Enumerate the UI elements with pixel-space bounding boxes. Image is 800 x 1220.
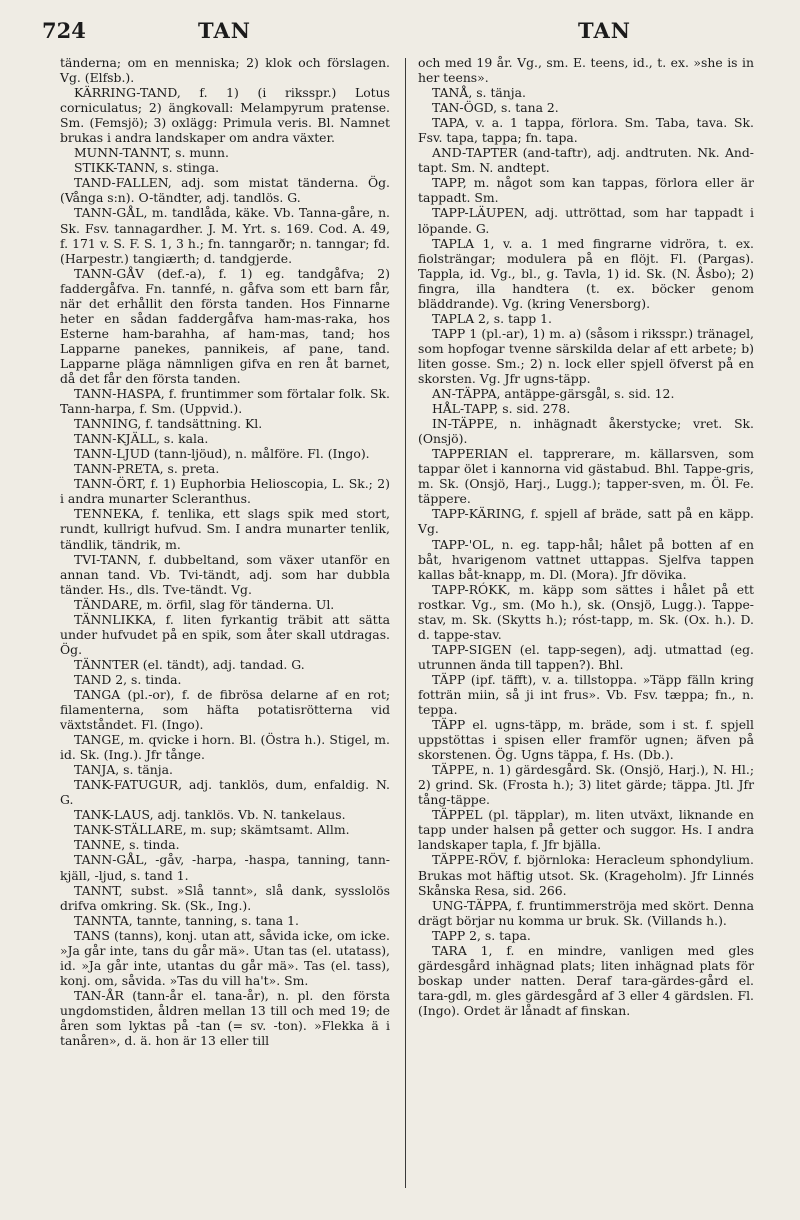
dictionary-entry: TANGE, m. qvicke i horn. Bl. (Östra h.). Stigel, m. id. Sk. (Ing.). Jfr tånge. bbox=[60, 732, 390, 763]
dictionary-entry: TAPPERIAN el. tapprerare, m. källarsven, som tappar ölet i kannorna vid gästabud. Bhl. Tappe-gris, m. Sk. (Onsjö, Harj., Lugg.); tapper-sven, m. Öl. Fe. täppere. bbox=[418, 446, 754, 507]
dictionary-entry: TAPP-SIGEN (el. tapp-segen), adj. utmattad (eg. utrunnen ända till tappen?). Bhl. bbox=[418, 641, 754, 672]
right-running-head: TAN bbox=[578, 18, 631, 43]
dictionary-entry: TANNT, subst. »Slå tannt», slå dank, sysslolös drifva omkring. Sk. (Sk., Ing.). bbox=[60, 882, 390, 913]
dictionary-entry: TÄPPEL (pl. täpplar), m. liten utväxt, liknande en tapp under halsen på getter och suggor. Hs. I andra landskaper tapla, f. Jfr bjälla. bbox=[418, 807, 754, 853]
dictionary-entry: tänderna; om en menniska; 2) klok och förslagen. Vg. (Elfsb.). bbox=[60, 55, 390, 86]
dictionary-entry: TAND 2, s. tinda. bbox=[74, 671, 182, 687]
dictionary-entry: IN-TÄPPE, n. inhägnadt åkerstycke; vret. Sk. (Onsjö). bbox=[418, 416, 754, 447]
dictionary-entry: TAPP 1 (pl.-ar), 1) m. a) (såsom i riksspr.) tränagel, som hopfogar tvenne särskilda delar af ett arbete; b) liten gosse. Sm.; 2) n. lock eller spjell öfverst på en skorsten. Vg. Jfr ugns-täpp. bbox=[418, 325, 754, 386]
left-column bbox=[60, 55, 390, 1048]
dictionary-entry: TANNTA, tannte, tanning, s. tana 1. bbox=[74, 912, 299, 928]
dictionary-entry: TANN-ÖRT, f. 1) Euphorbia Helioscopia, L. Sk.; 2) i andra munarter Scleranthus. bbox=[60, 476, 390, 507]
dictionary-entry: TANN-KJÄLL, s. kala. bbox=[74, 431, 209, 447]
dictionary-entry: TAPP-RÓKK, m. käpp som sättes i hålet på ett rostkar. Vg., sm. (Mo h.), sk. (Onsjö, Lugg.). Tappe-stav, m. Sk. (Skytts h.); róst-tapp, m. Sk. (Ox. h.). D. d. tappe-stav. bbox=[418, 581, 754, 642]
dictionary-entry: TAPP 2, s. tapa. bbox=[432, 927, 531, 943]
dictionary-entry: TANNING, f. tandsättning. Kl. bbox=[74, 416, 263, 432]
dictionary-entry: TÄPP el. ugns-täpp, m. bräde, som i st. f. spjell uppstöttas i spisen eller framför ugnen; äfven på skorstenen. Ög. Ugns täppa, f. Hs. (Db.). bbox=[418, 717, 754, 763]
dictionary-entry: TVI-TANN, f. dubbeltand, som växer utanför en annan tand. Vb. Tvi-tändt, adj. som har dubbla tänder. Hs., dls. Tve-tändt. Vg. bbox=[60, 551, 390, 597]
dictionary-entry: HÅL-TAPP, s. sid. 278. bbox=[432, 401, 571, 417]
dictionary-entry: TANJA, s. tänja. bbox=[74, 762, 173, 778]
dictionary-entry: TANN-PRETA, s. preta. bbox=[74, 461, 220, 477]
dictionary-entry: TANNE, s. tinda. bbox=[74, 837, 180, 853]
dictionary-entry: AN-TÄPPA, antäppe-gärsgål, s. sid. 12. bbox=[432, 386, 675, 402]
dictionary-entry: TAPP-LÄUPEN, adj. uttröttad, som har tappadt i löpande. G. bbox=[418, 205, 754, 236]
dictionary-entry: TENNEKA, f. tenlika, ett slags spik med stort, rundt, kullrigt hufvud. Sm. I andra munarter tenlik, tändlik, tändrik, m. bbox=[60, 506, 390, 552]
dictionary-entry: TAPP-KÄRING, f. spjell af bräde, satt på en käpp. Vg. bbox=[418, 506, 754, 537]
dictionary-entry: TAN-ÖGD, s. tana 2. bbox=[432, 100, 559, 116]
dictionary-entry: KÄRRING-TAND, f. 1) (i riksspr.) Lotus corniculatus; 2) ängkovall: Melampyrum pratense. Sm. (Femsjö); 3) oxlägg: Primula veris. Bl. Namnet brukas i andra landskaper om andra växter. bbox=[60, 85, 390, 146]
right-column bbox=[418, 55, 754, 1018]
dictionary-entry: TANN-GÅL, -gåv, -harpa, -haspa, tanning, tann-kjäll, -ljud, s. tand 1. bbox=[60, 852, 390, 883]
dictionary-entry: TANÅ, s. tänja. bbox=[432, 85, 526, 101]
page-header bbox=[0, 18, 800, 48]
dictionary-entry: och med 19 år. Vg., sm. E. teens, id., t. ex. »she is in her teens». bbox=[418, 55, 754, 86]
dictionary-entry: TARA 1, f. en mindre, vanligen med gles gärdesgård inhägnad plats; liten inhägnad plats för boskap under natten. Deraf tara-gärdes-gård el. tara-gdl, m. gles gärdesgård af 3 eller 4 gärdslen. Fl. (Ingo). Ordet är lånadt af finskan. bbox=[418, 942, 754, 1018]
dictionary-entry: TAPA, v. a. 1 tappa, förlora. Sm. Taba, tava. Sk. Fsv. tapa, tappa; fn. tapa. bbox=[418, 115, 754, 146]
dictionary-entry: TÄPPE-RÖV, f. björnloka: Heracleum sphondylium. Brukas mot häftig utsot. Sk. (Krageholm). Jfr Linnés Skånska Resa, sid. 266. bbox=[418, 852, 754, 898]
left-running-head: TAN bbox=[198, 18, 251, 43]
dictionary-entry: TANK-STÄLLARE, m. sup; skämtsamt. Allm. bbox=[74, 822, 350, 838]
dictionary-entry: TANK-FATUGUR, adj. tanklös, dum, enfaldig. N. G. bbox=[60, 777, 390, 808]
dictionary-entry: STIKK-TANN, s. stinga. bbox=[74, 160, 220, 176]
dictionary-entry: TANN-GÅV (def.-a), f. 1) eg. tandgåfva; 2) faddergåfva. Fn. tannfé, n. gåfva som ett barn får, när det erhållit den första tanden. Hos Finnarne heter en sådan faddergåfva ham-mas-raka, hos Esterne ham-barahha, af ham-mas, tand; hos Lapparne panekes, pannikeis, af pane, tand. Lapparne pläga nämnligen gifva en ren åt barnet, då det får den första tanden. bbox=[60, 265, 390, 386]
dictionary-entry: TANN-GÅL, m. tandlåda, käke. Vb. Tanna-gåre, n. Sk. Fsv. tannagardher. J. M. Yrt. s. 169. Cod. A. 49, f. 171 v. S. F. S. 1, 3 h.; fn. tanngarðr; n. tanngar; fd. (Harpestr.) tangiærth; d. tandgjerde. bbox=[60, 205, 390, 266]
dictionary-entry: TÄPPE, n. 1) gärdesgård. Sk. (Onsjö, Harj.), N. Hl.; 2) grind. Sk. (Frosta h.); 3) litet gärde; täppa. Jtl. Jfr tång-täppe. bbox=[418, 762, 754, 808]
dictionary-entry: TAND-FALLEN, adj. som mistat tänderna. Ög. (Vånga s:n). O-tändter, adj. tandlös. G. bbox=[60, 175, 390, 206]
dictionary-entry: TÄNNLIKKA, f. liten fyrkantig träbit att sätta under hufvudet på en spik, som åter skall utdragas. Ög. bbox=[60, 611, 390, 657]
dictionary-entry: TANN-HASPA, f. fruntimmer som förtalar folk. Sk. Tann-harpa, f. Sm. (Uppvid.). bbox=[60, 386, 390, 417]
dictionary-entry: TANS (tanns), konj. utan att, såvida icke, om icke. »Ja går inte, tans du går mä». Utan tas (el. utatass), id. »Ja går inte, utantas du går mä». Tas (el. tass), konj. om, såvida. »Tas du vill ha't». Sm. bbox=[60, 927, 390, 988]
dictionary-entry: TAPLA 2, s. tapp 1. bbox=[432, 310, 552, 326]
dictionary-entry: TAN-ÅR (tann-år el. tana-år), n. pl. den första ungdomstiden, åldren mellan 13 till och med 19; de åren som lyktas på -tan (= sv. -ton). »Flekka ä i tanåren», d. ä. hon är 13 eller till bbox=[60, 987, 390, 1049]
dictionary-entry: TAPP-'OL, n. eg. tapp-hål; hålet på botten af en båt, hvarigenom vattnet uttappas. Sjelfva tappen kallas båt-knapp, m. Dl. (Mora). Jfr dövika. bbox=[418, 536, 754, 582]
dictionary-entry: MUNN-TANNT, s. munn. bbox=[74, 145, 229, 161]
dictionary-entry: TÄPP (ipf. täfft), v. a. tillstoppa. »Täpp fälln kring fotträn miin, så ji int frus». Vb. Fsv. tæppa; fn., n. teppa. bbox=[418, 671, 754, 718]
dictionary-entry: UNG-TÄPPA, f. fruntimmerströja med skört. Denna drägt börjar nu komma ur bruk. Sk. (Villands h.). bbox=[418, 897, 754, 928]
dictionary-entry: TAPP, m. något som kan tappas, förlora eller är tappadt. Sm. bbox=[418, 175, 754, 206]
dictionary-entry: TÄNNTER (el. tändt), adj. tandad. G. bbox=[74, 656, 305, 672]
dictionary-entry: AND-TAPTER (and-taftr), adj. andtruten. Nk. And-tapt. Sm. N. andtept. bbox=[418, 145, 754, 176]
dictionary-entry: TANK-LAUS, adj. tanklös. Vb. N. tankelaus. bbox=[74, 807, 346, 823]
dictionary-entry: TANN-LJUD (tann-ljöud), n. målföre. Fl. (Ingo). bbox=[74, 446, 370, 462]
dictionary-entry: TAPLA 1, v. a. 1 med fingrarne vidröra, t. ex. fiolsträngar; modulera på en flöjt. Fl. (Pargas). Tappla, id. Vg., bl., g. Tavla, 1) id. Sk. (N. Åsbo); 2) fingra, illa handtera (t. ex. böcker genom bläddrande). Vg. (kring Venersborg). bbox=[418, 235, 754, 311]
dictionary-entry: TÄNDARE, m. örfil, slag för tänderna. Ul. bbox=[74, 596, 335, 612]
column-divider bbox=[405, 58, 406, 1188]
page-number: 724 bbox=[42, 18, 86, 43]
dictionary-entry: TANGA (pl.-or), f. de fibrösa delarne af en rot; filamenterna, som häfta potatisrötterna vid växtståndet. Fl. (Ingo). bbox=[60, 686, 390, 733]
